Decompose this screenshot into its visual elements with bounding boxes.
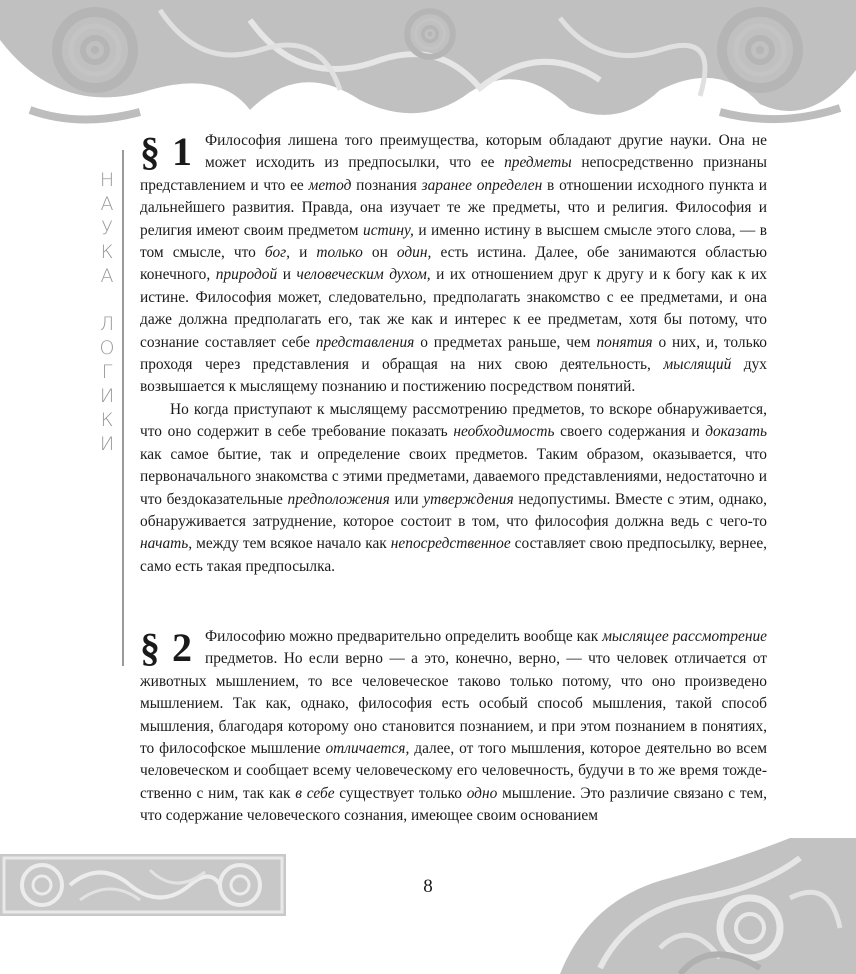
text-run: в отношении исходного пункта и дальнейшего развития. Правда, она изучает те же предметы, что и религия. Философия и религия имеют своим предметом: [140, 176, 767, 239]
emphasis-run: предположения: [287, 490, 390, 508]
emphasis-run: отличается,: [325, 740, 410, 758]
text-run: он: [362, 244, 397, 262]
paragraph-text: [140, 129, 767, 396]
side-letter: У: [101, 217, 113, 239]
side-letter: А: [100, 265, 114, 287]
section-1-paragraph-1: [140, 130, 767, 399]
text-run: и: [290, 244, 317, 262]
paragraph-text: [140, 401, 767, 575]
emphasis-run: доказать: [705, 423, 767, 441]
emphasis-run: природой: [215, 266, 278, 284]
text-run: есть истина. Далее, обе занимаются областью конечного,: [140, 244, 767, 284]
text-run: составляет свою предпосылку, вернее, само есть такая предпосылка.: [140, 535, 767, 575]
emphasis-run: мыслящий: [663, 356, 732, 374]
side-letter: А: [100, 193, 114, 215]
section-1-marker: § 1: [140, 129, 193, 174]
section-2-marker: § 2: [140, 625, 193, 670]
section-1: [140, 130, 767, 578]
text-run: далее, от того мышления, которое деятельно во всем человеческом и сообщает всему человеческому его человечность, будучи в то же время тождественно с ним, так как: [140, 740, 767, 802]
text-run: как самое бытие, так и определение своих предметов. Таким образом, оказывается, что первоначального знакомства с этими предметами, даваемого представлениями, недостаточно и что бездоказательные: [140, 445, 767, 508]
text-run: Философия лишена того преимущества, которым обладают другие науки. Она не может исходить из предпосылки, что ее: [205, 132, 767, 172]
side-title: [94, 168, 120, 456]
emphasis-run: человеческим духом,: [296, 266, 431, 284]
text-run: о предметах раньше, чем: [414, 333, 597, 351]
side-letter: И: [99, 385, 115, 407]
text-run: существует только: [334, 784, 467, 802]
text-run: познания: [351, 176, 422, 194]
text-run: непосредственно признаны представлением и что ее: [140, 154, 767, 194]
text-run: недопустимы. Вместе с этим, однако, обнаруживается затруднение, которое состоит в том, что философия должна ведь с чего-то: [140, 490, 767, 530]
emphasis-run: метод: [308, 176, 352, 194]
text-run: о них, и, только проходя через представления и обращая на них свою деятельность,: [140, 333, 767, 374]
emphasis-run: непосредственное: [390, 535, 511, 553]
text-run: предметов. Но если верно — а это, конечно, верно, — что человек отличается от животных мышлением, то все человеческое таково только потому, что оно произведено мышлением. Так как, однако, философия есть особый способ мышления, такой способ мышления, благодаря которому оно становится познанием, и при этом познанием в понятиях, то философское мышление: [140, 650, 767, 758]
bottom-right-ornament: [560, 838, 856, 974]
paragraph-text: [140, 625, 768, 825]
text-run: и: [277, 266, 297, 284]
emphasis-run: бог,: [264, 244, 291, 262]
emphasis-run: один,: [396, 244, 432, 262]
text-run: или: [389, 490, 424, 508]
side-letter: О: [99, 337, 115, 359]
emphasis-run: мыслящее рассмотрение: [602, 628, 767, 645]
emphasis-run: представления: [315, 333, 415, 351]
top-ornament: [0, 0, 856, 128]
emphasis-run: необходимость: [453, 423, 555, 441]
emphasis-run: истину,: [363, 221, 414, 239]
text-run: мышление. Это различие связано с тем, что содержание человеческого сознания, имеющее своим основанием: [140, 784, 768, 825]
emphasis-run: только: [316, 244, 363, 262]
emphasis-run: утверждения: [423, 490, 514, 508]
side-letter: К: [100, 409, 114, 431]
emphasis-run: в себе: [295, 784, 335, 802]
emphasis-run: одно: [466, 784, 498, 802]
side-letter: И: [99, 433, 115, 455]
side-rule: [122, 150, 124, 666]
text-run: Философию можно предварительно определить вообще как: [205, 628, 603, 645]
text-run: между тем всякое начало как: [192, 535, 391, 553]
emphasis-run: предметы: [504, 154, 572, 172]
emphasis-run: начать,: [140, 535, 193, 553]
page-number: 8: [423, 876, 433, 897]
emphasis-run: заранее определен: [421, 176, 543, 194]
side-letter: К: [100, 241, 114, 263]
side-letter: Н: [99, 169, 115, 191]
text-run: своего содержания и: [554, 423, 706, 441]
side-letter: Г: [101, 361, 113, 383]
text-run: и именно истину в высшем смысле этого слова, — в том смысле, что: [140, 221, 767, 262]
section-1-paragraph-2: [140, 399, 767, 578]
section-2: [140, 626, 767, 828]
text-run: Но когда приступают к мыслящему рассмотрению предметов, то вскоре обнаруживается, что оно содержит в себе требование показать: [140, 400, 767, 441]
side-letter-gap: [94, 288, 120, 312]
text-run: дух возвышается к мыслящему познанию и постижению посредством понятий.: [140, 356, 767, 396]
text-run: и их отношением друг к другу и к богу как к их истине. Философия может, следовательно, предполагать знакомство с ее предметами, и она даже должна предполагать его, так же как и интерес к ее предметам, хотя бы потому, что сознание составляет себе: [140, 266, 767, 351]
side-letter: Л: [99, 313, 115, 335]
section-2-paragraph-1: [140, 626, 767, 828]
emphasis-run: понятия: [596, 333, 653, 351]
